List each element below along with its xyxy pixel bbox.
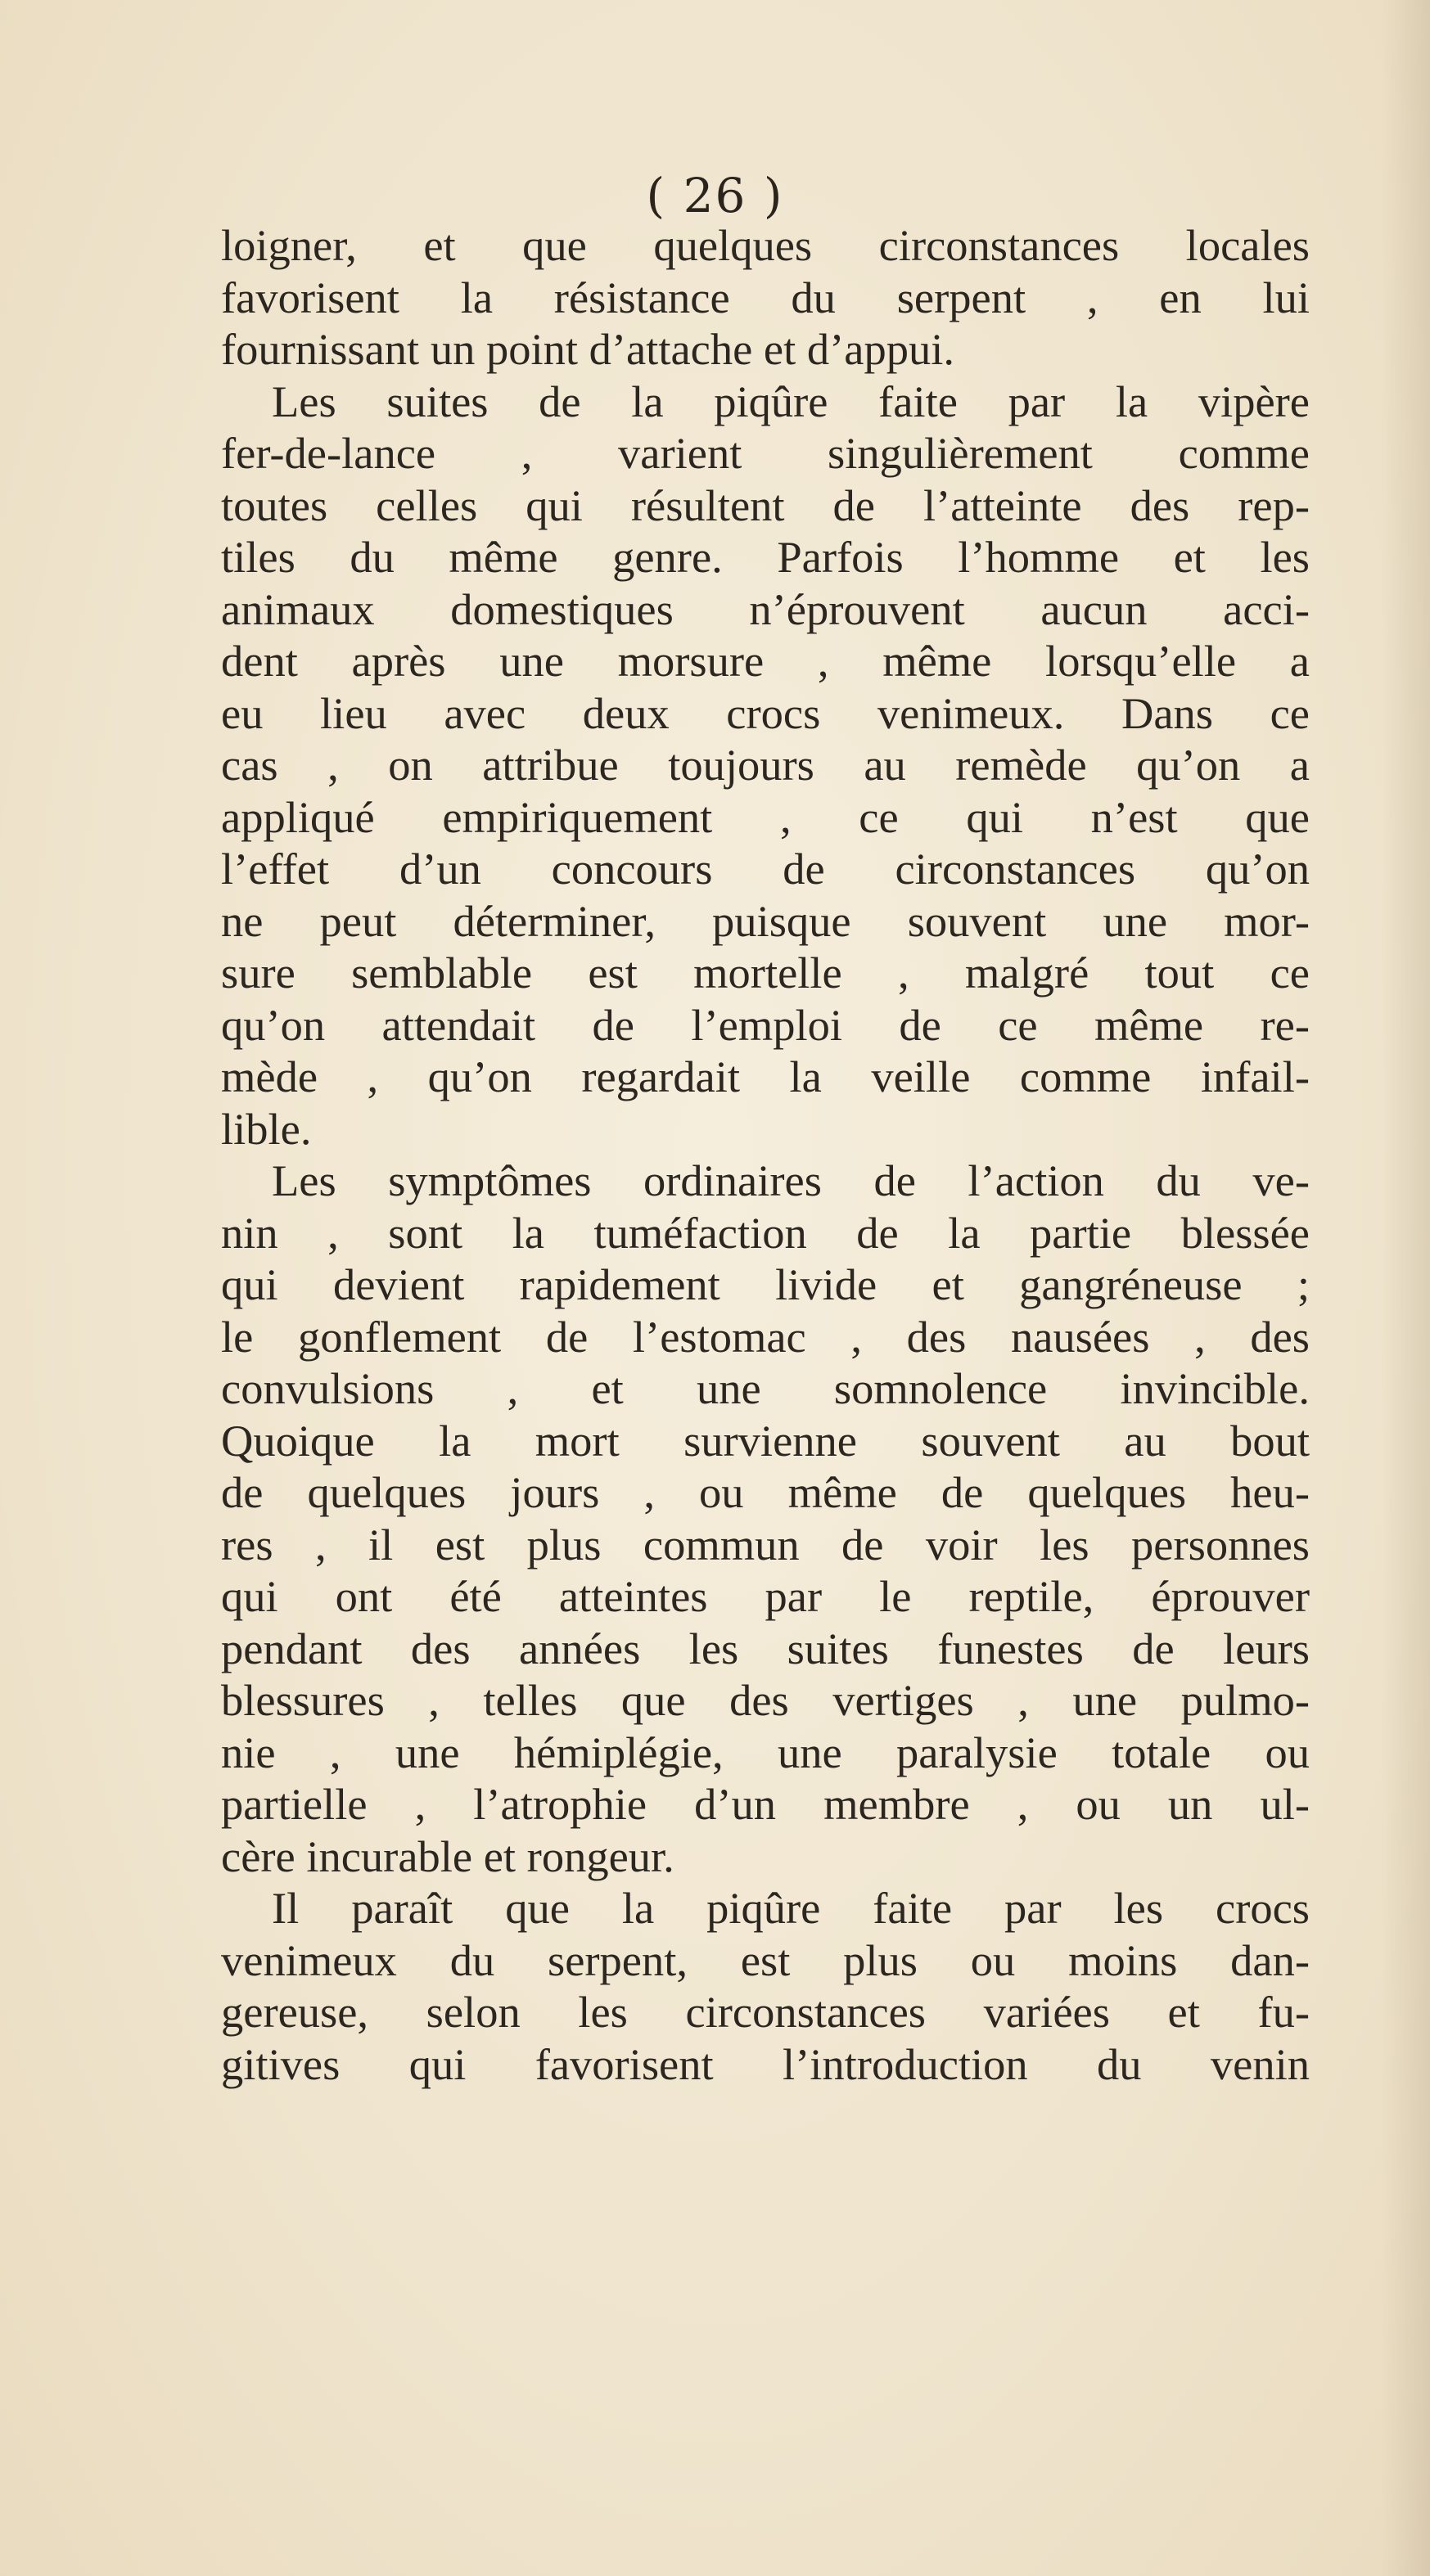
text-line: Il paraît que la piqûre faite par les crocs xyxy=(272,1883,1310,1933)
text-line: de quelques jours , ou même de quelques heu- xyxy=(221,1467,1310,1517)
text-line: fer-de-lance , varient singulièrement comme xyxy=(221,428,1310,478)
text-line: eu lieu avec deux crocs venimeux. Dans ce xyxy=(221,687,1310,738)
text-line: gereuse, selon les circonstances variées et fu- xyxy=(221,1987,1310,2037)
text-line: lible. xyxy=(221,1103,312,1154)
text-line: convulsions , et une somnolence invincible. xyxy=(221,1363,1310,1413)
text-line: qui ont été atteintes par le reptile, éprouver xyxy=(221,1571,1310,1621)
paragraph xyxy=(221,376,1310,1155)
text-line: qu’on attendait de l’emploi de ce même re- xyxy=(221,999,1310,1050)
text-line: Les symptômes ordinaires de l’action du ve- xyxy=(272,1155,1310,1205)
text-line: tiles du même genre. Parfois l’homme et les xyxy=(221,532,1310,582)
text-line: le gonflement de l’estomac , des nausées , des xyxy=(221,1311,1310,1362)
text-line: cas , on attribue toujours au remède qu’on a xyxy=(221,740,1310,790)
text-line: l’effet d’un concours de circonstances qu’on xyxy=(221,844,1310,894)
text-line: venimeux du serpent, est plus ou moins dan- xyxy=(221,1934,1310,1985)
text-line: gitives qui favorisent l’introduction du venin xyxy=(221,2038,1310,2089)
text-line: cère incurable et rongeur. xyxy=(221,1831,674,1881)
text-line: animaux domestiques n’éprouvent aucun acci- xyxy=(221,583,1310,634)
page-number: ( 26 ) xyxy=(646,168,784,223)
text-line: blessures , telles que des vertiges , une pulmo- xyxy=(221,1675,1310,1725)
text-line: nin , sont la tuméfaction de la partie blessée xyxy=(221,1207,1310,1258)
body-text xyxy=(221,219,1310,2090)
paragraph xyxy=(221,1882,1310,2090)
text-line: pendant des années les suites funestes de leurs xyxy=(221,1623,1310,1673)
text-line: favorisent la résistance du serpent , en lui xyxy=(221,272,1310,322)
text-line: fournissant un point d’attache et d’appui. xyxy=(221,324,954,374)
paragraph xyxy=(221,1155,1310,1882)
text-line: mède , qu’on regardait la veille comme infail- xyxy=(221,1052,1310,1101)
text-line: appliqué empiriquement , ce qui n’est que xyxy=(221,791,1310,842)
text-line: ne peut déterminer, puisque souvent une mor- xyxy=(221,895,1310,946)
text-line: loigner, et que quelques circonstances locales xyxy=(221,220,1310,270)
text-line: Quoique la mort survienne souvent au bout xyxy=(221,1415,1310,1466)
text-line: Les suites de la piqûre faite par la vipère xyxy=(272,376,1310,426)
page-edge-shadow xyxy=(1381,0,1430,2576)
text-line: nie , une hémiplégie, une paralysie totale ou xyxy=(221,1727,1310,1777)
text-line: qui devient rapidement livide et gangréneuse ; xyxy=(221,1259,1310,1309)
text-line: sure semblable est mortelle , malgré tout ce xyxy=(221,948,1310,998)
text-line: partielle , l’atrophie d’un membre , ou un ul- xyxy=(221,1779,1310,1829)
paragraph xyxy=(221,219,1310,376)
text-line: dent après une morsure , même lorsqu’elle a xyxy=(221,636,1310,686)
text-line: res , il est plus commun de voir les personnes xyxy=(221,1519,1310,1569)
text-line: toutes celles qui résultent de l’atteinte des rep- xyxy=(221,480,1310,530)
